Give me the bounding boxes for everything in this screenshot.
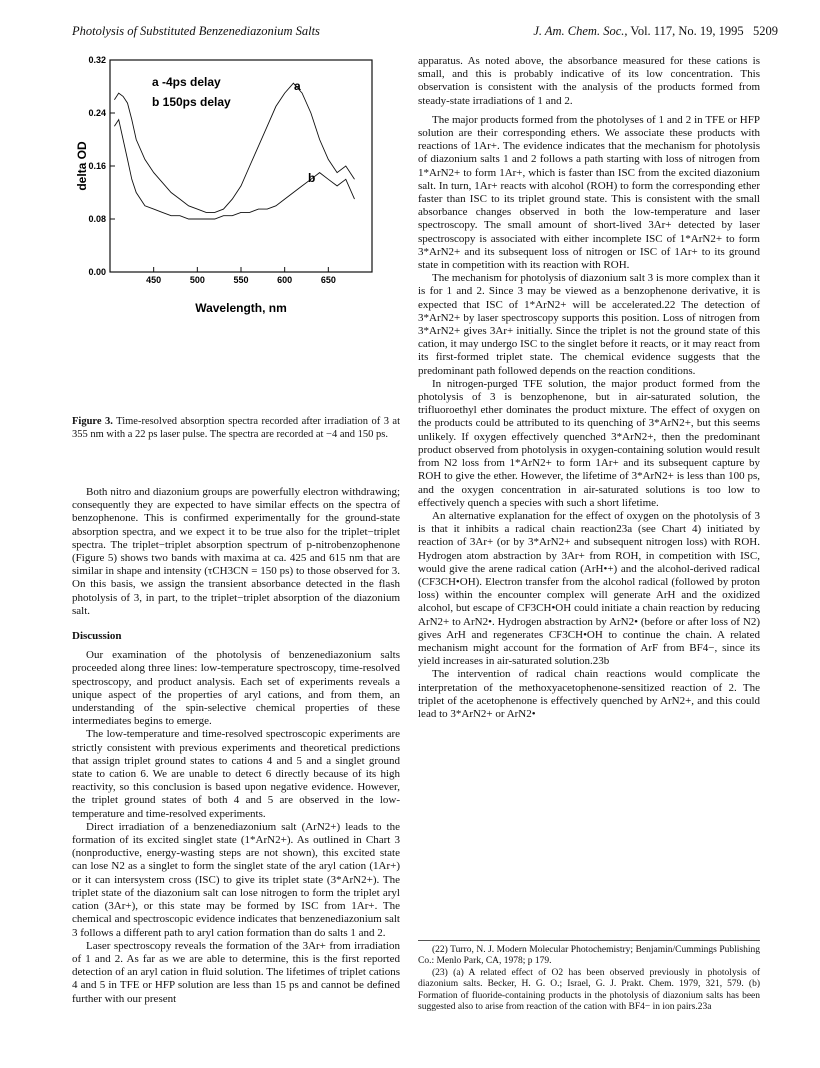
- y-tick-label: 0.24: [88, 108, 106, 118]
- x-axis: [146, 267, 336, 285]
- figure-3: [72, 50, 402, 410]
- caption-text: Time-resolved absorption spectra recorded after irradiation of 3 at 355 nm with a 22 ps laser pulse. The spectra are recorded at −4 and 150 ps.: [72, 416, 400, 440]
- y-axis-label: delta OD: [75, 141, 89, 191]
- figure-caption: [72, 416, 400, 441]
- series-group: [114, 83, 354, 219]
- paragraph: The intervention of radical chain reactions would complicate the interpretation of the methoxyacetophenone-sensitized reaction of 2. The triplet of the acetophenone is effectively quenched by ArN2+, and this could lead to 3*ArN2+ or ArN2•: [418, 668, 760, 720]
- paragraph: Both nitro and diazonium groups are powerfully electron withdrawing; consequently they are expected to have similar effects on the spectra of benzophenone. This is confirmed experimentally for the ground-state absorption spectra, and we expect it to be true also for the triplet−triplet spectra. The triplet−triplet absorption spectrum of p-nitrobenzophenone (Figure 5) shows two bands with maxima at ca. 425 and 615 nm that are similar in shape and intensity (τCH3CN = 150 ps) to those observed for 3. On this basis, we assign the transient absorbance detected in the flash photolysis of 3, in part, to the triplet−triplet absorption of the diazonium salt.: [72, 486, 400, 617]
- paragraph: Direct irradiation of a benzenediazonium salt (ArN2+) leads to the formation of its excited singlet state (1*ArN2+). As outlined in Chart 3 (nonproductive, energy-wasting steps are not shown), this excited state can lose N2 as a singlet to form the singlet state of the aryl cation (1Ar+) or it can intersystem cross (ISC) to give its triplet state (3*ArN2+). The triplet state of the diazonium salt can lose nitrogen to form the triplet aryl cation (3Ar+), or this state may be formed by ISC from 1Ar+. The chemical and spectroscopic evidence indicates that benzenediazonium salt 3 follows a different path to aryl cation formation than do salts 1 and 2.: [72, 820, 400, 939]
- y-tick-label: 0.32: [88, 55, 106, 65]
- page-number: 5209: [753, 24, 778, 38]
- paragraph: The major products formed from the photolyses of 1 and 2 in TFE or HFP solution are their corresponding ethers. We associate these products with reactions of 1Ar+. The evidence indicates that the mechanism for photolysis of diazonium salts 1 and 2 follows a path starting with loss of nitrogen from 1*ArN2+ to form 1Ar+, which is faster than ISC from the excited diazonium salt. In turn, 1Ar+ reacts with alcohol (ROH) to form the corresponding ether faster than ISC to its triplet ground state. This is consistent with the small absorbance changes observed in both the low-temperature and laser spectroscopy. The small amount of short-lived 3Ar+ detected by laser spectroscopy is associated with either incomplete ISC of 1*ArN2+ to form 3*ArN2+ and its subsequent loss of nitrogen or ISC of 1Ar+ to its ground state in competition with its reaction with ROH.: [418, 113, 760, 272]
- right-column: [418, 55, 760, 721]
- series-line-b: [114, 120, 354, 219]
- journal-name: J. Am. Chem. Soc.,: [533, 24, 628, 38]
- x-tick-label: 550: [233, 275, 249, 285]
- running-header-title: Photolysis of Substituted Benzenediazonium Salts: [72, 24, 320, 38]
- y-tick-label: 0.08: [88, 214, 106, 224]
- x-tick-label: 500: [189, 275, 205, 285]
- y-axis: [88, 55, 115, 277]
- footnote-23: (23) (a) A related effect of O2 has been observed previously in photolysis of diazonium salts. Becker, H. G. O.; Israel, G. J. Prakt. Chem. 1979, 321, 579. (b) Formation of fluoride-containing products in the photolysis of diazonium salts has been suggested also to arise from reaction of the cation with BF4− in ion pairs.23a: [418, 967, 760, 1013]
- caption-label: Figure 3.: [72, 416, 113, 427]
- paragraph: The low-temperature and time-resolved spectroscopic experiments are strictly consistent with previous experiments and theoretical predictions that assign triplet ground states to cations 4 and 5 and a singlet ground state to cation 6. We are unable to detect 6 directly because of its high reactivity, so this conclusion is based upon negative evidence. However, the triplet ground states of both 4 and 5 are observed in the low-temperature and time-resolved experiments.: [72, 728, 400, 820]
- paragraph: The mechanism for photolysis of diazonium salt 3 is more complex than it is for 1 and 2. Since 3 may be viewed as a benzophenone derivative, it is expected that ISC of 1*ArN2+ will be accelerated.22 The detection of 3*ArN2+ by laser spectroscopy supports this position. Loss of nitrogen from 3*ArN2+ gives 3Ar+ initially. Since the triplet is not the ground state of this cation, it may undergo ISC to the singlet before it reacts, or it may react from its first-formed triplet state. The chemical evidence suggests that the predominant path followed depends on the reaction conditions.: [418, 272, 760, 377]
- section-heading: Discussion: [72, 630, 122, 643]
- running-header-journal: [533, 24, 778, 39]
- footnote-22: (22) Turro, N. J. Modern Molecular Photochemistry; Benjamin/Cummings Publishing Co.: Menlo Park, CA, 1978; p 179.: [418, 945, 760, 967]
- paragraph: In nitrogen-purged TFE solution, the major product formed from the photolysis of 3 is benzophenone, but in air-saturated solution, the trifluoroethyl ether dominates the product mixture. The effect of oxygen on the products could be attributed to its quenching of 3*ArN2+, but this seems unlikely. If oxygen effectively quenched 3*ArN2+, then the predominant product observed from photolysis in oxygen-containing solution would result from N2 loss from 1*ArN2+ to form 1Ar+ and its subsequent capture by ROH to give the ether. However, the lifetime of 3*ArN2+ is less than 100 ps, and the oxygen concentration in air-saturated solutions is too low to effectively quench a species with such a short lifetime.: [418, 377, 760, 509]
- footnotes: [418, 940, 760, 1013]
- left-column: [72, 486, 400, 1006]
- paragraph: Our examination of the photolysis of benzenediazonium salts proceeded along three lines: low-temperature spectroscopy, time-resolved spectroscopy, and product analysis. Each set of experiments reveals a unique aspect of the properties of aryl cations, and from them, an understanding of the spin-selective chemical properties of these intermediates begins to emerge.: [72, 649, 400, 728]
- journal-volume: Vol. 117, No. 19, 1995: [630, 24, 744, 38]
- paragraph: An alternative explanation for the effect of oxygen on the photolysis of 3 is that it inhibits a radical chain reaction23a (see Chart 4) initiated by reaction of 3Ar+ (or by 3*ArN2+ and subsequent nitrogen loss) with ROH. Hydrogen atom abstraction by 3Ar+ from ROH, in competition with ISC, would give the arene radical cation (ArH•+) and the alcohol-derived radical (CF3CH•OH). Electron transfer from the alcohol radical (followed by proton loss) within the encounter complex will generate ArH and the oxidized alcohol, but escape of CF3CH•OH could initiate a chain reaction by reducing ArN2+ to ArN2•. Hydrogen abstraction by ArN2• (before or after loss of N2) gives ArH and regenerates CF3CH•OH to continue the chain. A related mechanism might account for the formation of ArF from BF4−, since its yield increases in air-saturated solution.23b: [418, 509, 760, 668]
- x-tick-label: 450: [146, 275, 162, 285]
- paragraph: Laser spectroscopy reveals the formation of the 3Ar+ from irradiation of 1 and 2. As far as we are able to determine, this is the first reported detection of an aryl cation in fluid solution. The lifetimes of triplet cations 4 and 5 in TFE or HFP solution are less than 15 ps and cannot be defined further with our present: [72, 939, 400, 1005]
- legend-entry-a: a -4ps delay: [152, 75, 221, 89]
- paragraph: apparatus. As noted above, the absorbance measured for these cations is small, and this is probably indicative of its low concentration. This observation is consistent with the analysis of the products formed from steady-state irradiations of 1 and 2.: [418, 55, 760, 107]
- curve-label-b: b: [308, 171, 316, 185]
- x-tick-label: 650: [320, 275, 336, 285]
- series-line-a: [114, 83, 354, 212]
- x-axis-label: Wavelength, nm: [195, 301, 287, 315]
- x-tick-label: 600: [277, 275, 293, 285]
- curve-label-a: a: [294, 79, 301, 93]
- spectra-chart: [72, 50, 402, 410]
- y-tick-label: 0.00: [88, 267, 106, 277]
- legend-entry-b: b 150ps delay: [152, 95, 231, 109]
- y-tick-label: 0.16: [88, 161, 106, 171]
